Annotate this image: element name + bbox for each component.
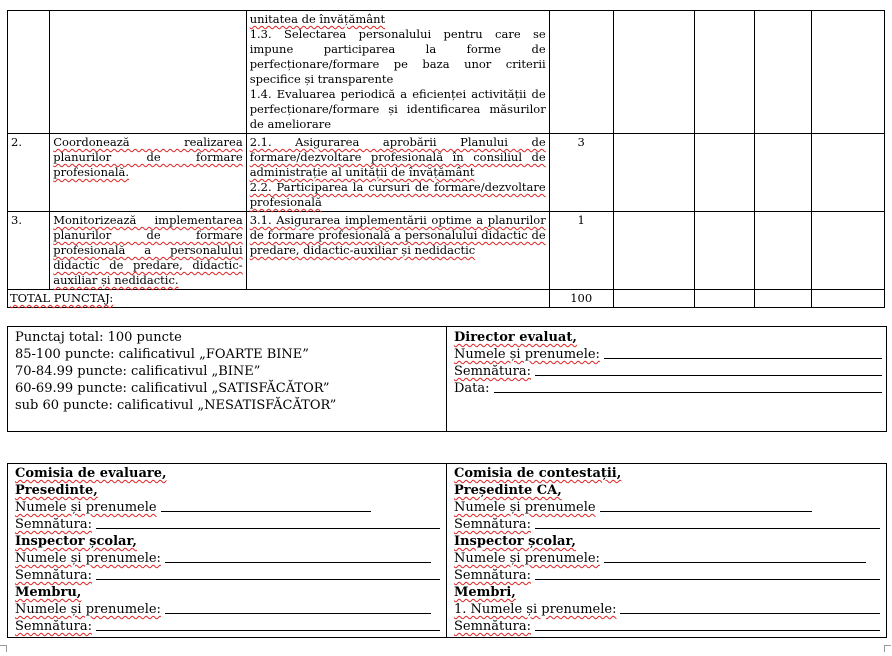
- table-row: [8, 11, 885, 134]
- signature-label: Semnătura:: [454, 619, 531, 634]
- score-value: 3: [549, 134, 613, 212]
- score-cell: [755, 11, 811, 134]
- score-cell: [613, 290, 695, 308]
- commissions-box: [7, 463, 887, 638]
- name-field[interactable]: [604, 346, 882, 359]
- page-corner-mark: [884, 645, 891, 652]
- evaluation-commission: [15, 465, 440, 635]
- scoring-line: Punctaj total: 100 puncte: [15, 330, 182, 345]
- director-title: Director evaluat,: [454, 330, 577, 345]
- scoring-line: 70-84.99 puncte: calificativul „BINE”: [15, 364, 261, 379]
- score-cell: [613, 11, 695, 134]
- indicators-cell: [246, 134, 549, 212]
- score-value: 1: [549, 212, 613, 290]
- score-cell: [811, 212, 884, 290]
- num-cell: 3.: [8, 212, 50, 290]
- president-label: Presedinte,: [15, 483, 98, 498]
- indicator-text: unitatea de învățământ: [249, 12, 386, 26]
- scoring-box: [7, 326, 887, 432]
- signature-label: Semnătura:: [454, 517, 531, 532]
- score-cell: [811, 134, 884, 212]
- score-cell: [613, 212, 695, 290]
- name-field[interactable]: [165, 550, 431, 563]
- column-divider: [446, 327, 447, 431]
- signature-field[interactable]: [96, 618, 440, 631]
- appeals-commission: [454, 465, 880, 635]
- inspector-label: Inspector școlar,: [454, 534, 576, 549]
- indicators-cell: [246, 11, 549, 134]
- total-row: [8, 290, 885, 308]
- signature-field[interactable]: [535, 567, 880, 580]
- indicator-text: 2.1. Asigurarea aprobării Planului de formare/dezvoltare profesională în consiliul de administrație al unității de învățământ: [249, 135, 546, 179]
- scoring-line: 85-100 puncte: calificativul „FOARTE BINE”: [15, 347, 309, 362]
- name-field[interactable]: [600, 499, 812, 512]
- signature-label: Semnătura:: [15, 619, 92, 634]
- score-cell: [549, 11, 613, 134]
- score-cell: [811, 290, 884, 308]
- commission-title: Comisia de evaluare,: [15, 466, 167, 481]
- director-block: [454, 329, 882, 431]
- indicators-cell: [246, 212, 549, 290]
- signature-field[interactable]: [96, 516, 440, 529]
- scoring-line: sub 60 puncte: calificativul „NESATISFĂCĂTOR”: [15, 398, 337, 413]
- indicator-text: 3.1. Asigurarea implementării optime a planurilor de formare profesională a personalului didactic de predare, didactic-auxiliar și nedidactic: [249, 213, 546, 257]
- score-cell: [613, 134, 695, 212]
- num-cell: [8, 11, 50, 134]
- name-label: Numele și prenumele:: [15, 551, 161, 566]
- competence-cell: [50, 11, 246, 134]
- date-label: Data:: [454, 381, 490, 396]
- commission-title: Comisia de contestații,: [454, 466, 622, 481]
- score-cell: [755, 134, 811, 212]
- member-label: Membri,: [454, 585, 516, 600]
- signature-field[interactable]: [535, 516, 880, 529]
- date-field[interactable]: [494, 380, 882, 393]
- evaluation-table: [7, 10, 885, 308]
- table-row: [8, 212, 885, 290]
- table-row: [8, 134, 885, 212]
- signature-field[interactable]: [535, 363, 882, 376]
- competence-cell: Monitorizează implementarea planurilor de formare profesională a personalului didactic de predare, didactic-auxiliar și nedidactic.: [50, 212, 246, 290]
- indicator-text: 1.3. Selectarea personalului pentru care se impune participarea la forme de perfecționare/formare pe baza unor criterii specifice și transparente: [249, 27, 546, 86]
- page-corner-mark: [0, 645, 7, 652]
- num-cell: 2.: [8, 134, 50, 212]
- scoring-line: 60-69.99 puncte: calificativul „SATISFĂCĂTOR”: [15, 381, 330, 396]
- name-field[interactable]: [161, 499, 371, 512]
- signature-field[interactable]: [96, 567, 440, 580]
- president-label: Președinte CA,: [454, 483, 562, 498]
- signature-label: Semnătura:: [15, 568, 92, 583]
- signature-label: Semnătura:: [454, 364, 531, 379]
- name-field[interactable]: [165, 601, 431, 614]
- inspector-label: Inspector școlar,: [15, 534, 137, 549]
- score-cell: [811, 11, 884, 134]
- name-label: Numele și prenumele:: [15, 602, 161, 617]
- score-cell: [755, 290, 811, 308]
- score-cell: [695, 290, 755, 308]
- name-label: Numele și prenumele:: [454, 551, 600, 566]
- name-label: Numele și prenumele:: [454, 347, 600, 362]
- score-cell: [695, 134, 755, 212]
- name-label: 1. Numele și prenumele:: [454, 602, 617, 617]
- name-label: Numele și prenumele: [454, 500, 596, 515]
- column-divider: [446, 464, 447, 637]
- scoring-legend: [15, 329, 336, 431]
- name-label: Numele și prenumele: [15, 500, 157, 515]
- total-label: TOTAL PUNCTAJ:: [8, 290, 550, 308]
- signature-field[interactable]: [535, 618, 880, 631]
- member-label: Membru,: [15, 585, 82, 600]
- score-cell: [755, 212, 811, 290]
- score-cell: [695, 11, 755, 134]
- competence-cell: Coordonează realizarea planurilor de formare profesională.: [50, 134, 246, 212]
- total-value: 100: [549, 290, 613, 308]
- signature-label: Semnătura:: [15, 517, 92, 532]
- score-cell: [695, 212, 755, 290]
- indicator-text: 2.2. Participarea la cursuri de formare/dezvoltare profesională: [249, 180, 546, 209]
- name-field[interactable]: [604, 550, 866, 563]
- indicator-text: 1.4. Evaluarea periodică a eficienței activității de perfecționare/formare și identificarea măsurilor de ameliorare: [249, 87, 546, 131]
- signature-label: Semnătura:: [454, 568, 531, 583]
- name-field[interactable]: [620, 601, 880, 614]
